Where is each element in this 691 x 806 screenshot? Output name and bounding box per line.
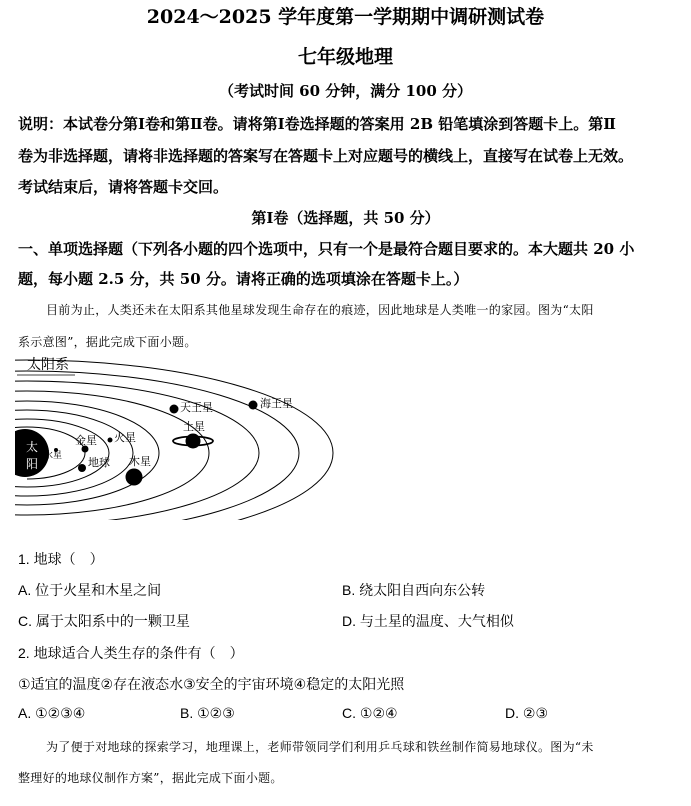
mercury-label: 水星 <box>44 451 63 461</box>
question-1-stem: 1. 地球（ ） <box>18 551 104 567</box>
mars-planet <box>108 438 113 443</box>
intro-1-line-1: 目前为止，人类还未在太阳系其他星球发现生命存在的痕迹，因此地球是人类唯一的家园。图为“太阳 <box>46 303 594 317</box>
exam-info: （考试时间 60 分钟，满分 100 分） <box>218 82 473 100</box>
mars-label: 火星 <box>114 431 136 444</box>
venus-label: 金星 <box>75 434 97 447</box>
instructions-line-2: 卷为非选择题，请将非选择题的答案写在答题卡上对应题号的横线上，直接写在试卷上无效。 <box>18 147 634 165</box>
saturn-label: 土星 <box>183 420 205 433</box>
jupiter-planet <box>126 469 143 486</box>
section-title: 第Ⅰ卷（选择题，共 50 分） <box>251 209 440 227</box>
neptune-planet <box>249 401 258 410</box>
question-2-stem: 2. 地球适合人类生存的条件有（ ） <box>18 645 244 661</box>
sun-label-2: 阳 <box>26 457 39 471</box>
uranus-planet <box>170 405 179 414</box>
part-instruction-line-1: 一、单项选择题（下列各小题的四个选项中，只有一个是最符合题目要求的。本大题共 20 小 <box>18 240 635 258</box>
intro-1-line-2: 系示意图”，据此完成下面小题。 <box>18 335 197 349</box>
saturn-planet <box>186 434 201 449</box>
figure-title: 太阳系 <box>27 356 69 372</box>
intro-2-line-1: 为了便于对地球的探索学习，地理课上，老师带领同学们利用乒乓球和铁丝制作简易地球仪。图为“未 <box>46 740 594 754</box>
sun-label-1: 太 <box>26 440 39 454</box>
instructions-line-1: 说明：本试卷分第Ⅰ卷和第Ⅱ卷。请将第Ⅰ卷选择题的答案用 2B 铅笔填涂到答题卡上。第Ⅱ <box>18 115 616 133</box>
earth-label: 地球 <box>88 456 110 469</box>
part-instruction-line-2: 题，每小题 2.5 分，共 50 分。请将正确的选项填涂在答题卡上。） <box>18 270 469 288</box>
intro-2-line-2: 整理好的地球仪制作方案”，据此完成下面小题。 <box>18 771 283 785</box>
question-2-option-c[interactable]: C. ①②④ <box>342 705 398 721</box>
question-1-option-a[interactable]: A. 位于火星和木星之间 <box>18 582 162 598</box>
solar-system-diagram <box>15 350 345 520</box>
earth-planet <box>78 464 86 472</box>
uranus-label: 天王星 <box>180 401 213 414</box>
question-1-option-c[interactable]: C. 属于太阳系中的一颗卫星 <box>18 613 190 629</box>
question-2-option-b[interactable]: B. ①②③ <box>180 705 235 721</box>
question-2-option-a[interactable]: A. ①②③④ <box>18 705 86 721</box>
question-2-conditions: ①适宜的温度②存在液态水③安全的宇宙环境④稳定的太阳光照 <box>18 676 405 692</box>
question-1-option-d[interactable]: D. 与土星的温度、大气相似 <box>342 613 514 629</box>
jupiter-label: 木星 <box>129 455 151 468</box>
question-1-option-b[interactable]: B. 绕太阳自西向东公转 <box>342 582 486 598</box>
exam-title: 2024～2025 学年度第一学期期中调研测试卷 <box>146 6 545 28</box>
question-2-option-d[interactable]: D. ②③ <box>505 705 548 721</box>
instructions-line-3: 考试结束后，请将答题卡交回。 <box>18 178 229 196</box>
exam-subtitle: 七年级地理 <box>297 46 393 68</box>
neptune-label: 海王星 <box>260 397 293 410</box>
